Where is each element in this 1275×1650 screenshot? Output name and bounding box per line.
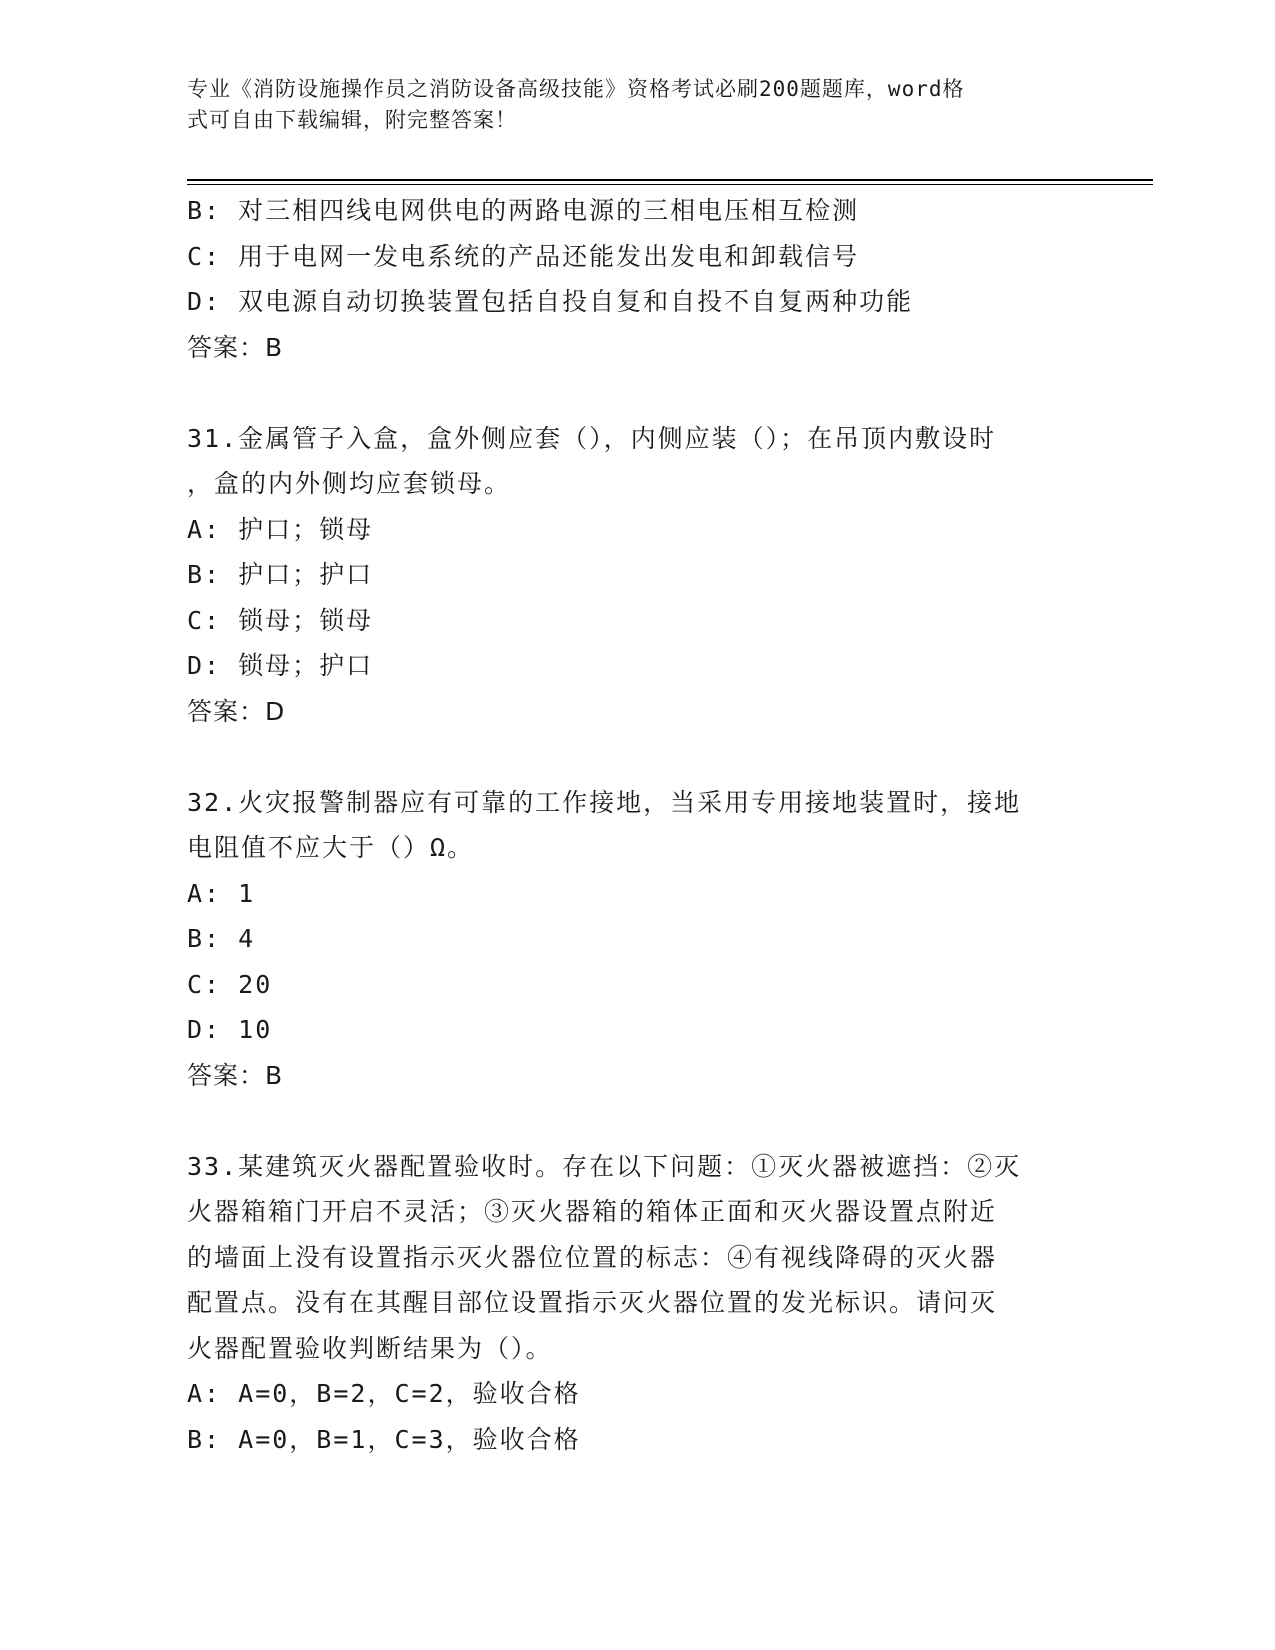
option-a: A: 护口；锁母 [187, 514, 374, 544]
document-header [187, 74, 1067, 136]
question-stem-line: 33.某建筑灭火器配置验收时。存在以下问题：①灭火器被遮挡：②灭 [187, 1151, 1022, 1181]
question-33 [187, 1144, 1087, 1463]
question-stem-line: 32.火灾报警制器应有可靠的工作接地，当采用专用接地装置时，接地 [187, 787, 1022, 817]
question-stem-line: ，盒的内外侧均应套锁母。 [187, 469, 512, 498]
question-stem-line: 火器箱箱门开启不灵活；③灭火器箱的箱体正面和灭火器设置点附近 [187, 1197, 998, 1226]
option-b: B: 对三相四线电网供电的两路电源的三相电压相互检测 [187, 196, 860, 225]
question-31 [187, 416, 1087, 735]
header-line-2: 式可自由下载编辑，附完整答案！ [187, 108, 517, 132]
question-stem-line: 电阻值不应大于（）Ω。 [187, 833, 475, 862]
question-stem-line: 配置点。没有在其醒目部位设置指示灭火器位置的发光标识。请问灭 [187, 1288, 998, 1317]
question-list [187, 188, 1087, 1462]
option-c: C: 用于电网一发电系统的产品还能发出发电和卸载信号 [187, 241, 860, 271]
option-b: B: A=0，B=1，C=3，验收合格 [187, 1424, 581, 1454]
option-d: D: 锁母；护口 [187, 651, 374, 680]
option-a: A: 1 [187, 878, 256, 908]
question-32 [187, 780, 1087, 1099]
option-c: C: 20 [187, 969, 273, 999]
option-a: A: A=0，B=2，C=2，验收合格 [187, 1379, 581, 1408]
question-stem-line: 的墙面上没有设置指示灭火器位位置的标志：④有视线降碍的灭火器 [187, 1242, 998, 1272]
option-b: B: 4 [187, 924, 256, 953]
answer: 答案：B [187, 1060, 284, 1090]
option-d: D: 双电源自动切换装置包括自投自复和自投不自复两种功能 [187, 287, 914, 316]
question-30 [187, 188, 1087, 370]
option-d: D: 10 [187, 1015, 273, 1044]
answer: 答案：D [187, 696, 286, 726]
header-line-1: 专业《消防设施操作员之消防设备高级技能》资格考试必刷200题题库，word格 [187, 77, 965, 101]
answer: 答案：B [187, 332, 284, 362]
question-stem-line: 31.金属管子入盒，盒外侧应套（），内侧应装（）；在吊顶内敷设时 [187, 423, 997, 453]
option-c: C: 锁母；锁母 [187, 605, 374, 635]
option-b: B: 护口；护口 [187, 560, 374, 589]
header-divider-thick [187, 179, 1153, 181]
question-stem-line: 火器配置验收判断结果为（）。 [187, 1333, 553, 1363]
header-divider-thin [187, 184, 1153, 185]
